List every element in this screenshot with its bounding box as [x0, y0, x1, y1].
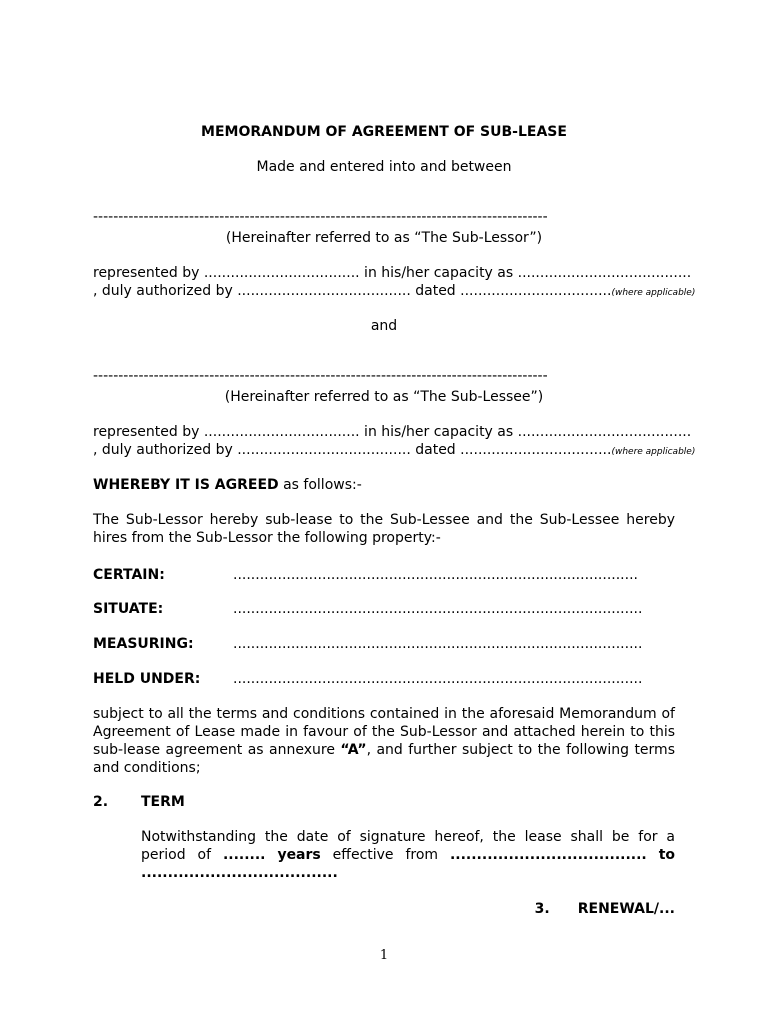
whereby-clause: [93, 476, 675, 494]
sublessee-authorized-line: [93, 441, 696, 461]
term-dots-from: .....................................: [449, 847, 647, 863]
section-2-number: 2.: [93, 794, 109, 810]
field-certain: [93, 566, 638, 584]
field-measuring: [93, 635, 642, 653]
intro-paragraph: The Sub-Lessor hereby sub-lease to the Sub-Lessee and the Sub-Lessee hereby hires from the Sub-Lessor the following property:-: [93, 512, 675, 546]
sublessee-referred: (Hereinafter referred to as “The Sub-Lessee”): [224, 389, 544, 405]
subject-text-a: subject to all the terms and conditions contained in the aforesaid Memorandum of Agreement of Lease made in favour of the Sub-Lessor and attached herein to this sub-lease agreement as annexure: [93, 706, 675, 758]
term-years: years: [277, 847, 321, 863]
continuation-text: RENEWAL/...: [577, 901, 675, 917]
sublessee-represented-line: represented by ................................... in his/her capacity as .......................................: [93, 424, 692, 440]
sublessor-applicable-note: (where applicable): [611, 288, 696, 298]
sublessee-authorized-text: , duly authorized by ....................................... dated ..................................: [93, 442, 612, 458]
sublessee-applicable-note: (where applicable): [611, 447, 696, 457]
and-separator: and: [370, 318, 398, 334]
continuation-note: [535, 900, 675, 918]
section-2-text: [141, 828, 675, 882]
page-number: 1: [379, 948, 389, 963]
whereby-bold: WHEREBY IT IS AGREED: [93, 477, 279, 493]
term-text-b: effective from: [320, 847, 450, 863]
field-measuring-dots: ............................................................................................: [233, 636, 643, 652]
continuation-number: 3.: [534, 901, 550, 917]
sublessor-name-line: ------------------------------------------------------------------------------------------: [93, 209, 548, 225]
field-situate-dots: ............................................................................................: [233, 601, 643, 617]
sublessee-name-line: ------------------------------------------------------------------------------------------: [93, 368, 548, 384]
term-dots-years: ........: [222, 847, 266, 863]
field-measuring-label: MEASURING:: [93, 636, 194, 652]
document-title: MEMORANDUM OF AGREEMENT OF SUB-LEASE: [201, 124, 567, 140]
subject-annexure: “A”: [340, 742, 367, 758]
term-to: to: [658, 847, 675, 863]
field-certain-dots: ...........................................................................................: [233, 567, 638, 583]
field-held-under: [93, 670, 642, 688]
subject-paragraph: [93, 705, 675, 777]
field-held-under-dots: ............................................................................................: [233, 671, 643, 687]
section-2-heading: TERM: [141, 794, 185, 810]
document-page: [93, 0, 696, 1024]
term-text-a: Notwithstanding the date of signature hereof, the lease shall be for a period of: [141, 829, 675, 863]
sublessor-authorized-line: [93, 282, 696, 302]
document-subtitle: Made and entered into and between: [256, 159, 512, 175]
field-situate: [93, 600, 642, 618]
whereby-rest: as follows:-: [278, 477, 362, 493]
field-certain-label: CERTAIN:: [93, 567, 165, 583]
subject-text-b: , and further subject to the following terms and conditions;: [93, 742, 675, 776]
field-held-under-label: HELD UNDER:: [93, 671, 201, 687]
term-dots-to: .....................................: [141, 865, 338, 881]
sublessor-authorized-text: , duly authorized by ....................................... dated ..................................: [93, 283, 612, 299]
field-situate-label: SITUATE:: [93, 601, 164, 617]
sublessor-represented-line: represented by ................................... in his/her capacity as .......................................: [93, 265, 692, 281]
sublessor-referred: (Hereinafter referred to as “The Sub-Lessor”): [225, 230, 543, 246]
